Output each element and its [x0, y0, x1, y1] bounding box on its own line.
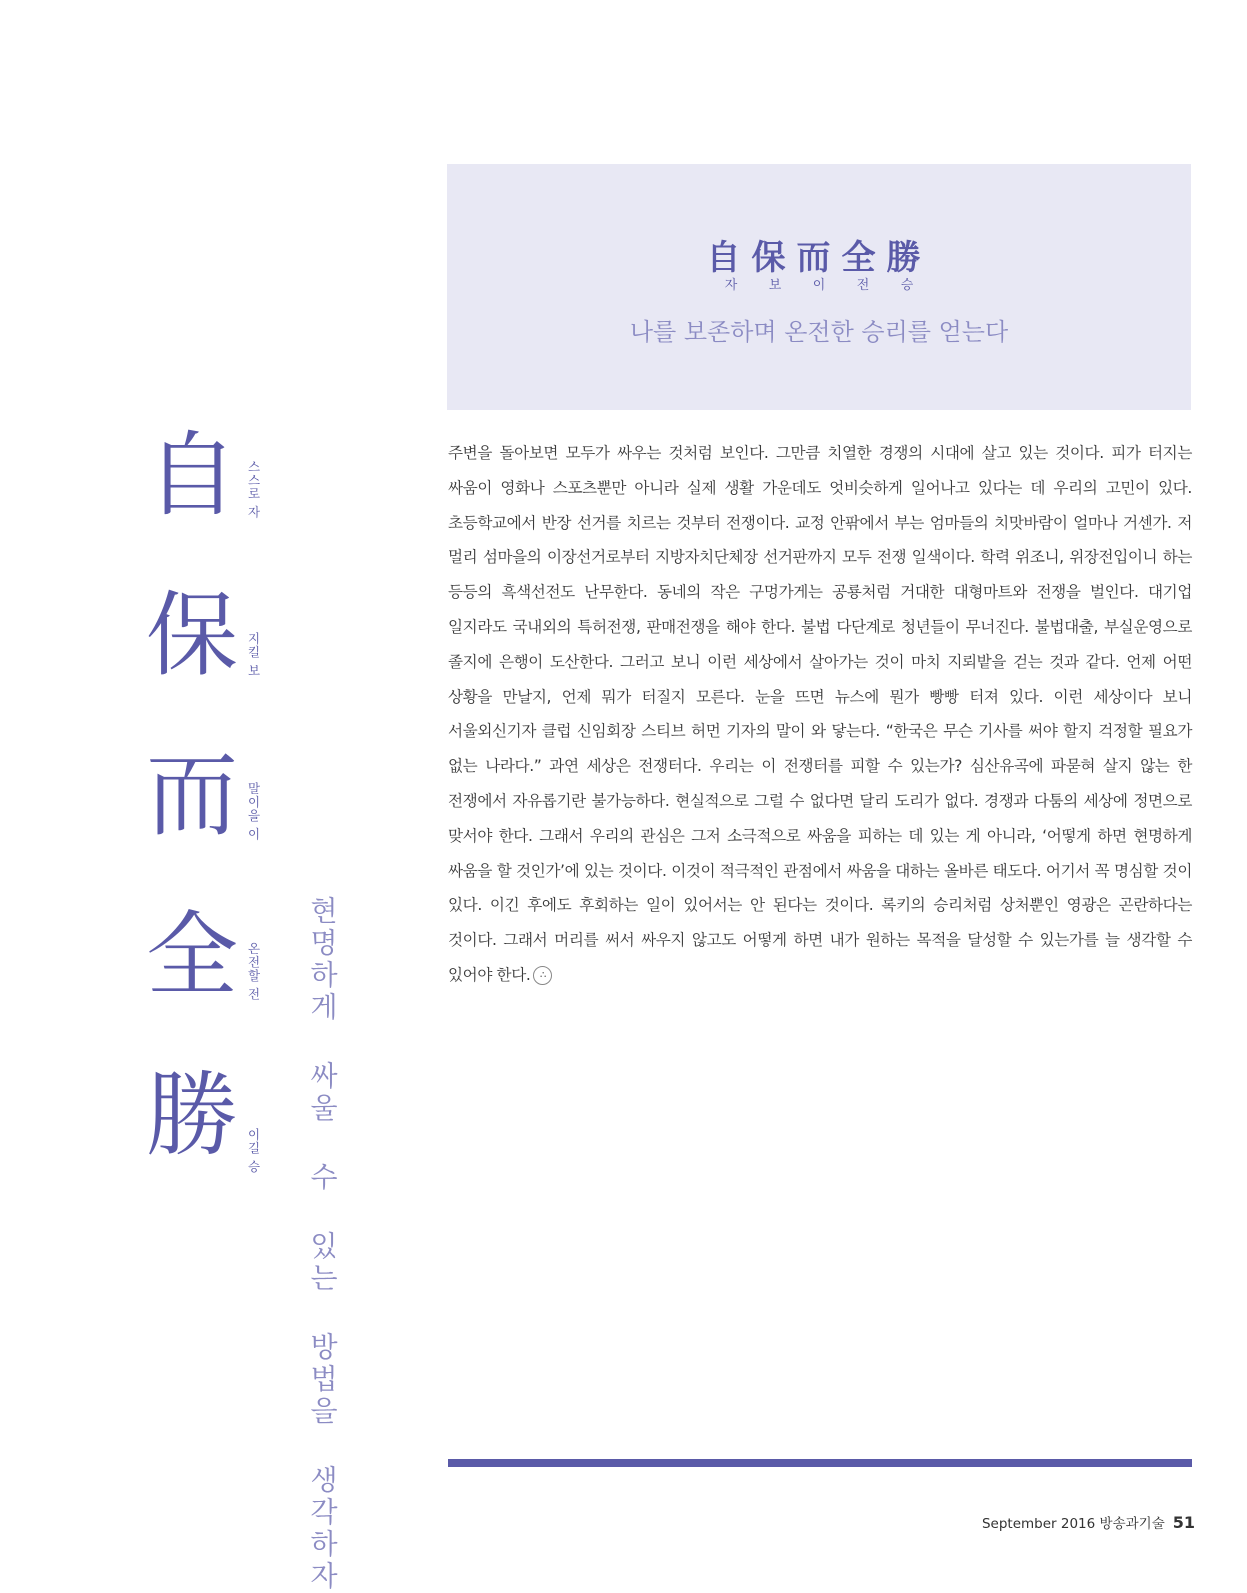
title-box	[447, 164, 1191, 410]
big-hanja-char: 自	[146, 422, 239, 529]
reading-char: 승	[900, 278, 914, 293]
issue-label: September 2016 방송과기술	[981, 1516, 1165, 1532]
big-hanja-char: 全	[146, 902, 239, 1009]
end-mark-icon: ⛬	[533, 966, 552, 985]
vertical-slogan: 현명하게 싸울 수 있는 방법을 생각하자	[306, 896, 339, 1593]
hanja-reading	[447, 274, 1191, 293]
big-hanja-char: 保	[146, 582, 239, 689]
hanja-gloss: 말이을 이	[246, 782, 261, 841]
hanja-gloss: 온전할 전	[246, 942, 261, 1001]
reading-char: 전	[856, 278, 870, 293]
reading-char: 자	[724, 278, 738, 293]
hanja-gloss: 지킬 보	[246, 632, 261, 678]
reading-char: 보	[768, 278, 782, 293]
bottom-rule	[448, 1459, 1192, 1467]
subtitle: 나를 보존하며 온전한 승리를 얻는다	[629, 318, 1009, 346]
page-footer	[982, 1512, 1195, 1532]
hanja-gloss: 이길 승	[246, 1128, 261, 1174]
hanja-gloss: 스스로 자	[246, 460, 261, 519]
article-body	[448, 436, 1192, 993]
hanja-title: 自保而全勝	[706, 238, 932, 278]
article-paragraph: 주변을 돌아보면 모두가 싸우는 것처럼 보인다. 그만큼 치열한 경쟁의 시대에 살고 있는 것이다. 피가 터지는 싸움이 영화나 스포츠뿐만 아니라 실제 생활 가운데도 엇비슷하게 일어나고 있다는 데 우리의 고민이 있다. 초등학교에서 반장 선거를 치르는 것부터 전쟁이다. 교정 안팎에서 부는 엄마들의 치맛바람이 얼마나 거센가. 저 멀리 섬마을의 이장선거로부터 지방자치단체장 선거판까지 모두 전쟁 일색이다. 학력 위조니, 위장전입이니 하는 등등의 흑색선전도 난무한다. 동네의 작은 구멍가게는 공룡처럼 거대한 대형마트와 전쟁을 벌인다. 대기업 일지라도 국내외의 특허전쟁, 판매전쟁을 해야 한다. 불법 다단계로 청년들이 무너진다. 불법대출, 부실운영으로 졸지에 은행이 도산한다. 그러고 보니 이런 세상에서 살아가는 것이 마치 지뢰밭을 걷는 것과 같다. 언제 어떤 상황을 만날지, 언제 뭐가 터질지 모른다. 눈을 뜨면 뉴스에 뭔가 빵빵 터져 있다. 이런 세상이다 보니 서울외신기자 클럽 신임회장 스티브 허먼 기자의 말이 와 닿는다. “한국은 무슨 기사를 써야 할지 걱정할 필요가 없는 나라다.” 과연 세상은 전쟁터다. 우리는 이 전쟁터를 피할 수 있는가? 심산유곡에 파묻혀 살지 않는 한 전쟁에서 자유롭기란 불가능하다. 현실적으로 그럴 수 없다면 달리 도리가 없다. 경쟁과 다툼의 세상에 정면으로 맞서야 한다. 그래서 우리의 관심은 그저 소극적으로 싸움을 피하는 데 있는 게 아니라, ‘어떻게 하면 현명하게 싸움을 할 것인가’에 있는 것이다. 이것이 적극적인 관점에서 싸움을 대하는 올바른 태도다. 어기서 꼭 명심할 것이 있다. 이긴 후에도 후회하는 일이 있어서는 안 된다는 것이다. 록키의 승리처럼 상처뿐인 영광은 곤란하다는 것이다. 그래서 머리를 써서 싸우지 않고도 어떻게 하면 내가 원하는 목적을 달성할 수 있는가를 늘 생각할 수 있어야 한다.	[448, 444, 1192, 984]
page-number: 51	[1172, 1513, 1195, 1532]
big-hanja-char: 勝	[146, 1062, 239, 1169]
big-hanja-char: 而	[146, 742, 239, 849]
reading-char: 이	[812, 278, 826, 293]
